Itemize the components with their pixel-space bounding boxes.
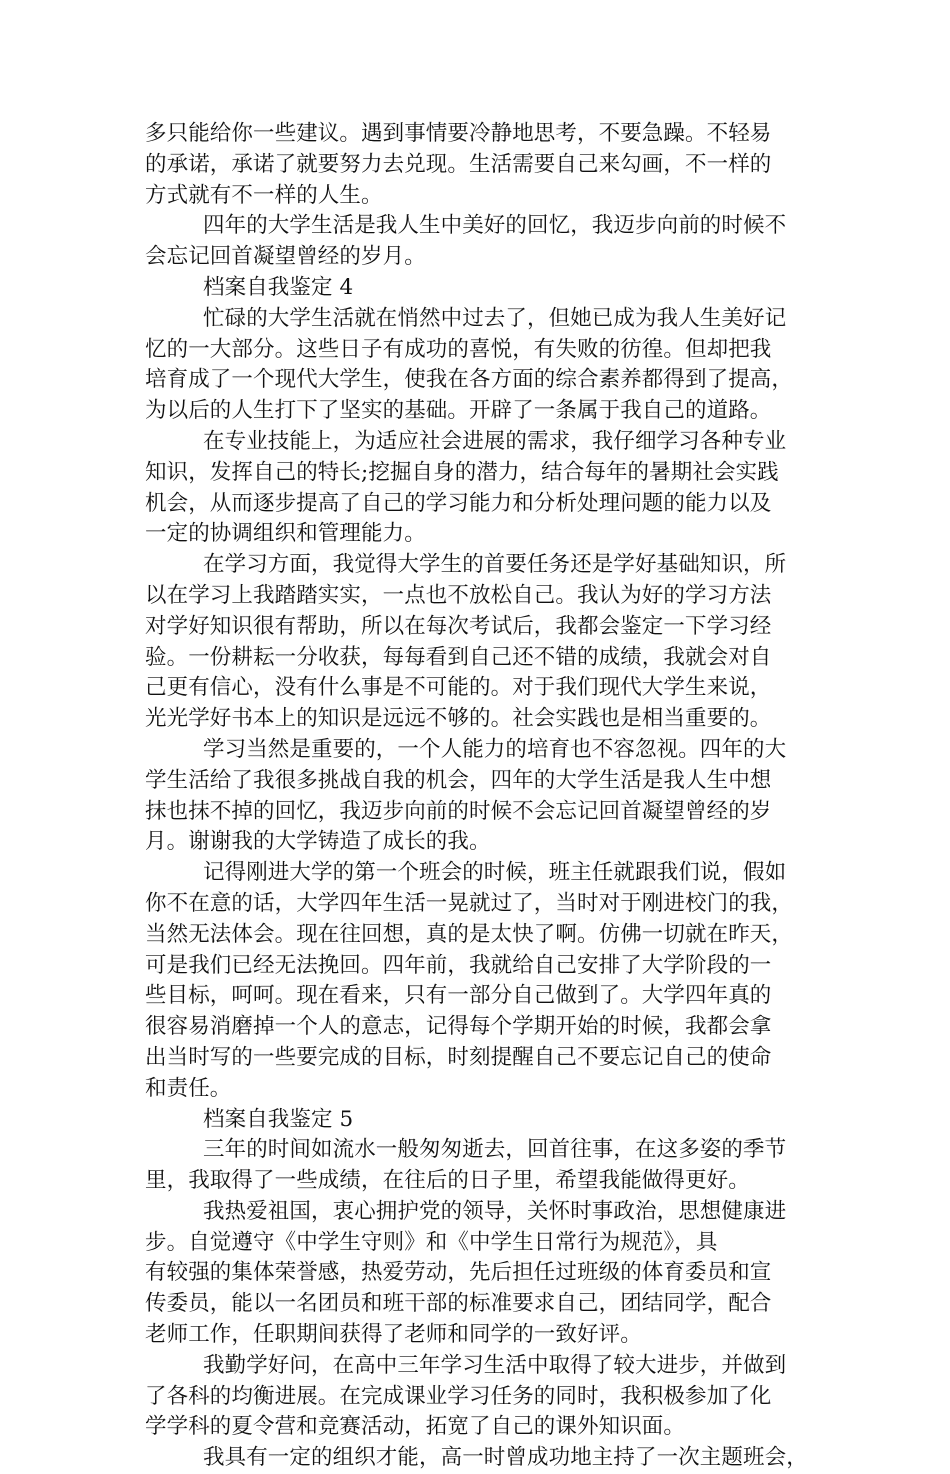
text-line: 为以后的人生打下了坚实的基础。开辟了一条属于我自己的道路。 bbox=[145, 398, 772, 424]
text-line: 记得刚进大学的第一个班会的时候，班主任就跟我们说，假如 bbox=[203, 860, 787, 886]
document-body bbox=[145, 119, 815, 1474]
section-heading: 档案自我鉴定 4 bbox=[203, 274, 354, 300]
text-line: 方式就有不一样的人生。 bbox=[145, 182, 383, 208]
section-heading: 档案自我鉴定 5 bbox=[203, 1106, 354, 1132]
text-line: 多只能给你一些建议。遇到事情要冷静地思考，不要急躁。不轻易 bbox=[145, 121, 772, 146]
text-line: 和责任。 bbox=[145, 1075, 232, 1101]
text-line: 的承诺，承诺了就要努力去兑现。生活需要自己来勾画，不一样的 bbox=[145, 151, 772, 177]
text-line: 忆的一大部分。这些日子有成功的喜悦，有失败的彷徨。但却把我 bbox=[145, 336, 772, 362]
text-line: 以在学习上我踏踏实实，一点也不放松自己。我认为好的学习方法 bbox=[145, 582, 772, 608]
text-line: 抹也抹不掉的回忆，我迈步向前的时候不会忘记回首凝望曾经的岁 bbox=[145, 798, 772, 824]
text-line: 在专业技能上，为适应社会进展的需求，我仔细学习各种专业 bbox=[203, 428, 787, 454]
text-line: 我热爱祖国，衷心拥护党的领导，关怀时事政治，思想健康进 bbox=[203, 1198, 787, 1224]
text-line: 学学科的夏令营和竞赛活动，拓宽了自己的课外知识面。 bbox=[145, 1414, 686, 1440]
text-line: 月。谢谢我的大学铸造了成长的我。 bbox=[145, 829, 491, 855]
text-line: 出当时写的一些要完成的目标，时刻提醒自己不要忘记自己的使命 bbox=[145, 1044, 772, 1070]
text-line: 我勤学好问，在高中三年学习生活中取得了较大进步，并做到 bbox=[203, 1352, 787, 1378]
text-line: 学习当然是重要的，一个人能力的培育也不容忽视。四年的大 bbox=[203, 736, 787, 762]
text-line: 知识，发挥自己的特长;挖掘自身的潜力，结合每年的暑期社会实践 bbox=[145, 459, 779, 485]
text-line: 四年的大学生活是我人生中美好的回忆，我迈步向前的时候不 bbox=[203, 213, 787, 239]
text-line: 些目标，呵呵。现在看来，只有一部分自己做到了。大学四年真的 bbox=[145, 983, 772, 1009]
text-line: 了各科的均衡进展。在完成课业学习任务的同时，我积极参加了化 bbox=[145, 1383, 772, 1409]
text-line: 老师工作，任职期间获得了老师和同学的一致好评。 bbox=[145, 1322, 642, 1348]
text-line: 忙碌的大学生活就在悄然中过去了，但她已成为我人生美好记 bbox=[203, 305, 787, 331]
text-line: 很容易消磨掉一个人的意志，记得每个学期开始的时候，我都会拿 bbox=[145, 1014, 772, 1040]
text-line: 验。一份耕耘一分收获，每每看到自己还不错的成绩，我就会对自 bbox=[145, 644, 772, 670]
text-line: 培育成了一个现代大学生，使我在各方面的综合素养都得到了提高， bbox=[145, 367, 794, 393]
text-line: 在学习方面，我觉得大学生的首要任务还是学好基础知识，所 bbox=[203, 552, 787, 578]
text-line: 学生活给了我很多挑战自我的机会，四年的大学生活是我人生中想 bbox=[145, 767, 772, 793]
text-line: 里，我取得了一些成绩，在往后的日子里，希望我能做得更好。 bbox=[145, 1168, 750, 1194]
text-line: 可是我们已经无法挽回。四年前，我就给自己安排了大学阶段的一 bbox=[145, 952, 772, 978]
text-line: 光光学好书本上的知识是远远不够的。社会实践也是相当重要的。 bbox=[145, 706, 772, 732]
text-line: 对学好知识很有帮助，所以在每次考试后，我都会鉴定一下学习经 bbox=[145, 613, 772, 639]
text-line: 传委员，能以一名团员和班干部的标准要求自己，团结同学，配合 bbox=[145, 1291, 772, 1317]
text-line: 机会，从而逐步提高了自己的学习能力和分析处理问题的能力以及 bbox=[145, 490, 772, 516]
text-line: 三年的时间如流水一般匆匆逝去，回首往事，在这多姿的季节 bbox=[203, 1137, 787, 1163]
text-line: 会忘记回首凝望曾经的岁月。 bbox=[145, 244, 426, 270]
text-line: 我具有一定的组织才能，高一时曾成功地主持了一次主题班会， bbox=[203, 1445, 808, 1471]
text-line: 己更有信心，没有什么事是不可能的。对于我们现代大学生来说， bbox=[145, 675, 772, 701]
text-line: 当然无法体会。现在往回想，真的是太快了啊。仿佛一切就在昨天， bbox=[145, 921, 794, 947]
text-line: 步。自觉遵守《中学生守则》和《中学生日常行为规范》，具 bbox=[145, 1229, 718, 1255]
text-line: 你不在意的话，大学四年生活一晃就过了，当时对于刚进校门的我， bbox=[145, 890, 794, 916]
text-line: 一定的协调组织和管理能力。 bbox=[145, 521, 426, 547]
text-line: 有较强的集体荣誉感，热爱劳动，先后担任过班级的体育委员和宣 bbox=[145, 1260, 772, 1286]
